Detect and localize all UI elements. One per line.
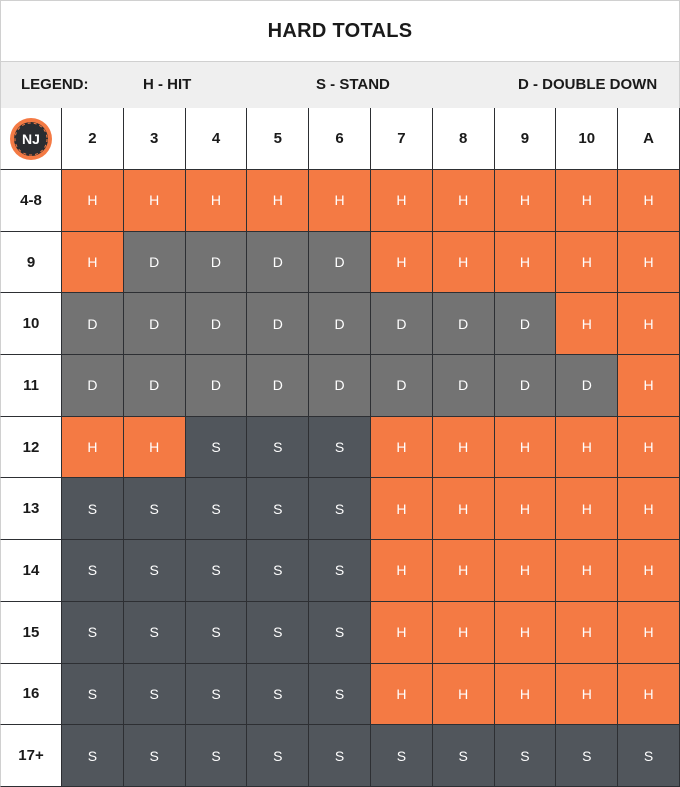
action-cell: H <box>247 170 309 232</box>
action-cell: H <box>433 478 495 540</box>
action-cell: S <box>62 664 124 726</box>
action-cell: H <box>556 170 618 232</box>
action-cell: S <box>124 725 186 787</box>
action-cell: H <box>495 540 557 602</box>
action-cell: H <box>495 232 557 294</box>
action-cell: H <box>433 232 495 294</box>
action-cell: S <box>124 478 186 540</box>
action-cell: H <box>495 170 557 232</box>
action-cell: D <box>62 293 124 355</box>
action-cell: S <box>124 602 186 664</box>
player-total-header: 13 <box>0 478 62 540</box>
dealer-card-header: 6 <box>309 108 371 170</box>
action-cell: D <box>124 293 186 355</box>
action-cell: D <box>186 355 248 417</box>
action-cell: D <box>495 355 557 417</box>
action-cell: H <box>124 417 186 479</box>
action-cell: H <box>371 664 433 726</box>
action-cell: S <box>247 664 309 726</box>
action-cell: H <box>495 664 557 726</box>
action-cell: S <box>371 725 433 787</box>
action-cell: D <box>186 232 248 294</box>
action-cell: H <box>371 170 433 232</box>
action-cell: H <box>556 602 618 664</box>
player-total-header: 11 <box>0 355 62 417</box>
action-cell: S <box>186 478 248 540</box>
action-cell: H <box>433 664 495 726</box>
strategy-table <box>0 108 680 787</box>
legend-label: LEGEND: <box>21 76 89 93</box>
action-cell: H <box>495 478 557 540</box>
action-cell: H <box>618 232 680 294</box>
action-cell: S <box>618 725 680 787</box>
action-cell: S <box>62 725 124 787</box>
action-cell: H <box>62 232 124 294</box>
logo-cell <box>0 108 62 170</box>
action-cell: H <box>433 602 495 664</box>
action-cell: H <box>433 417 495 479</box>
legend-hit: H - HIT <box>143 76 192 93</box>
action-cell: S <box>186 540 248 602</box>
player-total-header: 17+ <box>0 725 62 787</box>
legend-double-down: D - DOUBLE DOWN <box>518 76 658 93</box>
action-cell: H <box>618 540 680 602</box>
action-cell: H <box>495 417 557 479</box>
action-cell: H <box>556 293 618 355</box>
action-cell: S <box>186 725 248 787</box>
action-cell: H <box>124 170 186 232</box>
action-cell: H <box>618 170 680 232</box>
action-cell: D <box>495 293 557 355</box>
action-cell: H <box>618 664 680 726</box>
action-cell: D <box>309 293 371 355</box>
player-total-header: 4-8 <box>0 170 62 232</box>
action-cell: H <box>309 170 371 232</box>
player-total-header: 9 <box>0 232 62 294</box>
dealer-card-header: 3 <box>124 108 186 170</box>
player-total-header: 15 <box>0 602 62 664</box>
action-cell: H <box>62 417 124 479</box>
page-title: HARD TOTALS <box>0 0 680 62</box>
action-cell: S <box>124 664 186 726</box>
dealer-card-header: 4 <box>186 108 248 170</box>
action-cell: H <box>62 170 124 232</box>
action-cell: H <box>618 602 680 664</box>
action-cell: S <box>495 725 557 787</box>
action-cell: H <box>495 602 557 664</box>
action-cell: S <box>247 417 309 479</box>
action-cell: H <box>433 540 495 602</box>
action-cell: S <box>309 725 371 787</box>
action-cell: S <box>186 602 248 664</box>
action-cell: H <box>371 602 433 664</box>
nj-casino-logo-icon <box>9 117 53 161</box>
dealer-card-header: A <box>618 108 680 170</box>
action-cell: H <box>618 355 680 417</box>
legend-stand: S - STAND <box>316 76 390 93</box>
action-cell: S <box>247 478 309 540</box>
action-cell: S <box>433 725 495 787</box>
action-cell: H <box>556 478 618 540</box>
dealer-card-header: 10 <box>556 108 618 170</box>
action-cell: S <box>62 540 124 602</box>
action-cell: H <box>556 417 618 479</box>
action-cell: D <box>556 355 618 417</box>
action-cell: S <box>309 602 371 664</box>
action-cell: D <box>62 355 124 417</box>
dealer-card-header: 9 <box>495 108 557 170</box>
action-cell: D <box>309 232 371 294</box>
action-cell: D <box>186 293 248 355</box>
action-cell: S <box>186 664 248 726</box>
action-cell: D <box>124 232 186 294</box>
action-cell: S <box>309 664 371 726</box>
dealer-card-header: 2 <box>62 108 124 170</box>
action-cell: D <box>371 293 433 355</box>
action-cell: S <box>186 417 248 479</box>
action-cell: S <box>124 540 186 602</box>
action-cell: H <box>556 232 618 294</box>
action-cell: H <box>556 664 618 726</box>
player-total-header: 14 <box>0 540 62 602</box>
action-cell: S <box>247 540 309 602</box>
dealer-card-header: 8 <box>433 108 495 170</box>
action-cell: H <box>433 170 495 232</box>
player-total-header: 16 <box>0 664 62 726</box>
action-cell: D <box>247 293 309 355</box>
action-cell: D <box>371 355 433 417</box>
legend-bar <box>0 62 680 108</box>
action-cell: H <box>186 170 248 232</box>
dealer-card-header: 7 <box>371 108 433 170</box>
action-cell: D <box>433 355 495 417</box>
action-cell: D <box>309 355 371 417</box>
action-cell: S <box>309 540 371 602</box>
action-cell: H <box>618 417 680 479</box>
action-cell: D <box>247 232 309 294</box>
action-cell: S <box>247 602 309 664</box>
action-cell: S <box>62 478 124 540</box>
dealer-card-header: 5 <box>247 108 309 170</box>
action-cell: S <box>556 725 618 787</box>
action-cell: H <box>371 478 433 540</box>
action-cell: H <box>618 293 680 355</box>
action-cell: D <box>433 293 495 355</box>
action-cell: D <box>247 355 309 417</box>
player-total-header: 10 <box>0 293 62 355</box>
action-cell: S <box>247 725 309 787</box>
action-cell: S <box>62 602 124 664</box>
action-cell: S <box>309 478 371 540</box>
player-total-header: 12 <box>0 417 62 479</box>
action-cell: D <box>124 355 186 417</box>
logo-text: NJ <box>22 130 40 147</box>
action-cell: H <box>618 478 680 540</box>
action-cell: S <box>309 417 371 479</box>
action-cell: H <box>371 417 433 479</box>
action-cell: H <box>371 232 433 294</box>
action-cell: H <box>371 540 433 602</box>
action-cell: H <box>556 540 618 602</box>
